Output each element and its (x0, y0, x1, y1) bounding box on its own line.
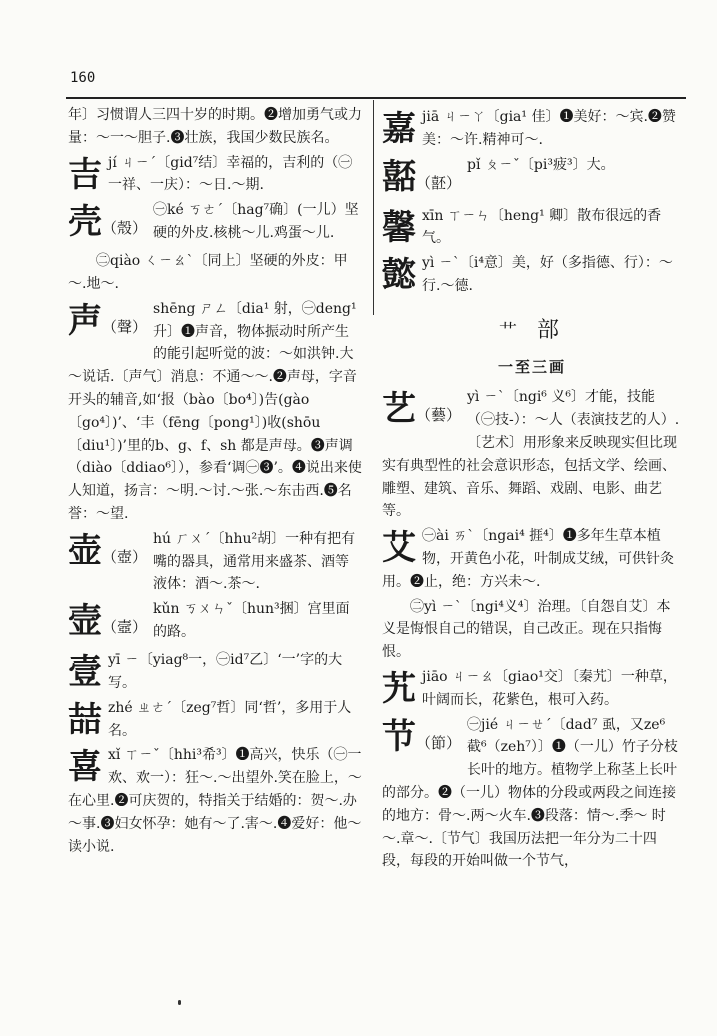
headword (382, 208, 416, 248)
dictionary-entry (68, 598, 362, 647)
traditional-form: （殼） (102, 219, 148, 238)
headword-char: 吉 (68, 154, 102, 195)
stray-mark (178, 1000, 181, 1005)
right-column (382, 104, 682, 873)
dictionary-subentry (382, 596, 682, 664)
right-entries (382, 106, 682, 298)
left-column (68, 104, 362, 858)
definition-text: ㊀ké ㄎㄜˊ〔hag⁷确〕(一儿）坚硬的外皮.核桃～儿.鸡蛋～儿. (153, 202, 359, 241)
dictionary-entry (382, 386, 682, 523)
section-title: 一至三画 (497, 357, 566, 376)
headword-char: 壸 (68, 601, 102, 642)
traditional-form: （藝） (416, 406, 462, 425)
definition-text: xǐ ㄒㄧˇ〔hhi³希³〕❶高兴，快乐（㊀一欢、欢一）：狂～.～出望外.笑在脸上，～在心里.❷可庆贺的，特指关于结婚的：贺～.办～事.❸妇女怀孕：她有～了.害～.❹爱好：他～读小说. (68, 747, 362, 855)
headword-char: 艽 (382, 668, 416, 709)
headword (68, 155, 102, 195)
definition-text: zhé ㄓㄜˊ〔zeg⁷哲〕同‘哲’，多用于人名。 (108, 699, 352, 739)
definition-text: jí ㄐㄧˊ〔gid⁷结〕幸福的，吉利的（㊀一祥、一庆）：～日.～期. (108, 154, 353, 194)
headword (382, 157, 461, 203)
radical-heading (382, 317, 682, 344)
page-number: 160 (70, 70, 96, 86)
dictionary-entry (68, 697, 362, 743)
definition-text: yì ㄧˋ〔ngi⁶ 义⁶〕才能，技能（㊀技-）：～人（表演技艺的人）.〔艺术〕用形象来反映现实但比现实有典型性的社会意识形态，包括文学、绘画、雕塑、建筑、音乐、舞蹈、戏剧、电影、曲艺等。 (382, 389, 680, 520)
dictionary-entry (382, 525, 682, 593)
headword (68, 531, 147, 577)
definition-text: ㊁qiào ㄑㄧㄠˋ〔同上〕坚硬的外皮：甲～.地～. (68, 253, 348, 292)
headword-char: 嚭 (382, 156, 416, 197)
headword (68, 301, 147, 347)
dictionary-entry (382, 205, 682, 251)
definition-text: pǐ ㄆㄧˇ〔pi³疲³〕大。 (467, 156, 615, 173)
headword-char: 壹 (68, 652, 102, 693)
header-rule (66, 97, 686, 99)
headword-char: 声 (68, 300, 102, 341)
dictionary-subentry (68, 250, 362, 296)
left-entries (68, 152, 362, 859)
headword (382, 669, 416, 709)
radical-title: 部 (536, 317, 565, 343)
traditional-form: （聲） (102, 317, 148, 336)
continuation-text: 年〕习惯谓人三四十岁的时期。❷增加勇气或力量：～一～胆子.❸壮族，我国少数民族名。 (68, 107, 362, 146)
traditional-form: （壼） (102, 618, 148, 637)
definition-text: shēng ㄕㄥ〔dia¹ 射，㊀deng¹升〕❶声音，物体振动时所产生的能引起听觉的波：～如洪钟.大～说话.〔声气〕消息：不通～～.❷声母，字音开头的辅音,如‘报（bào〔bo⁴〕)告(gào〔go⁴〕)’、‘丰（fēng〔pong¹〕)收(shōu〔diu¹〕)’里的b、g、f、sh 都是声母。❸声调（diào〔ddiao⁶〕），参看‘调㊀❸’。❹说出来使人知道，扬言：～明.～讨.～张.～东击西.❺名誉：～望. (68, 300, 362, 522)
dictionary-entry (382, 252, 682, 298)
headword (68, 601, 147, 647)
headword-char: 喜 (68, 747, 102, 788)
grass-radical-icon: 艹 (498, 320, 517, 342)
traditional-form: （噽） (416, 173, 462, 192)
headword-char: 壶 (68, 530, 102, 571)
definition-text: ㊀jié ㄐㄧㄝˊ〔dad⁷ 虱，又ze⁶ 截⁶（zeh⁷）〕❶（一儿）竹子分枝长叶的地方。植物学上称茎上长叶的部分。❷（一儿）物体的分段或两段之间连接的地方：骨～.两～火车.❸段落：情～.季～ 时～.章～.〔节气〕我国历法把一年分为二十四段，每段的开始叫做一个节气， (382, 716, 678, 870)
headword-char: 节 (382, 716, 416, 757)
dictionary-entry (68, 152, 362, 198)
definition-text: xīn ㄒㄧㄣ〔heng¹ 卿〕散布很远的香气。 (422, 207, 662, 247)
definition-text: jiā ㄐㄧㄚ〔gia¹ 佳〕❶美好：～宾.❷赞美：～许.精神可～. (422, 109, 676, 148)
dictionary-entry (68, 744, 362, 858)
dictionary-entry (382, 106, 682, 152)
dictionary-entry (382, 714, 682, 874)
traditional-form: （節） (416, 733, 462, 752)
definition-text: hú ㄏㄨˊ〔hhu²胡〕一种有把有嘴的器具，通常用来盛茶、酒等液体：酒～.茶～. (153, 530, 356, 593)
headword-char: 喆 (68, 699, 102, 740)
headword (382, 389, 461, 435)
dictionary-entry (68, 649, 362, 695)
headword-char: 艾 (382, 528, 416, 569)
dictionary-entry (68, 199, 362, 248)
definition-text: ㊀ài ㄞˋ〔ngai⁴ 捱⁴〕❶多年生草本植物，开黄色小花，叶制成艾绒，可供针灸用。❷止，绝：方兴未～. (382, 528, 674, 590)
headword (68, 202, 147, 248)
headword-char: 壳 (68, 202, 102, 243)
headword-char: 馨 (382, 207, 416, 248)
headword (68, 652, 102, 692)
headword (382, 528, 416, 568)
headword-char: 艺 (382, 389, 416, 430)
definition-text: jiāo ㄐㄧㄠ〔giao¹交〕〔秦艽〕一种草，叶阔而长，花紫色，根可入药。 (422, 668, 677, 708)
dictionary-entry (382, 154, 682, 203)
headword-char: 嘉 (382, 109, 416, 149)
dictionary-entry (68, 528, 362, 596)
headword (68, 747, 102, 787)
dictionary-entry (68, 298, 362, 526)
definition-text: yī ㄧ〔yiag⁸一，㊀id⁷乙〕‘一’字的大写。 (108, 652, 343, 691)
headword (382, 717, 461, 763)
headword-char: 懿 (382, 255, 416, 296)
traditional-form: （壺） (102, 547, 148, 566)
headword (68, 700, 102, 740)
right-entries-2 (382, 386, 682, 873)
definition-text: kǔn ㄎㄨㄣˇ〔hun³捆〕宫里面的路。 (153, 601, 350, 640)
definition-text: ㊁yì ㄧˋ〔ngi⁴义⁴〕治理。〔自怨自艾〕本义是悔恨自己的错误，自己改正。现在只指悔恨。 (382, 598, 671, 661)
headword (382, 109, 416, 149)
column-divider (373, 100, 374, 315)
headword (382, 255, 416, 295)
definition-text: yì ㄧˋ〔i⁴意〕美，好（多指德、行）：～行.～德. (422, 255, 673, 294)
dictionary-entry (382, 666, 682, 712)
